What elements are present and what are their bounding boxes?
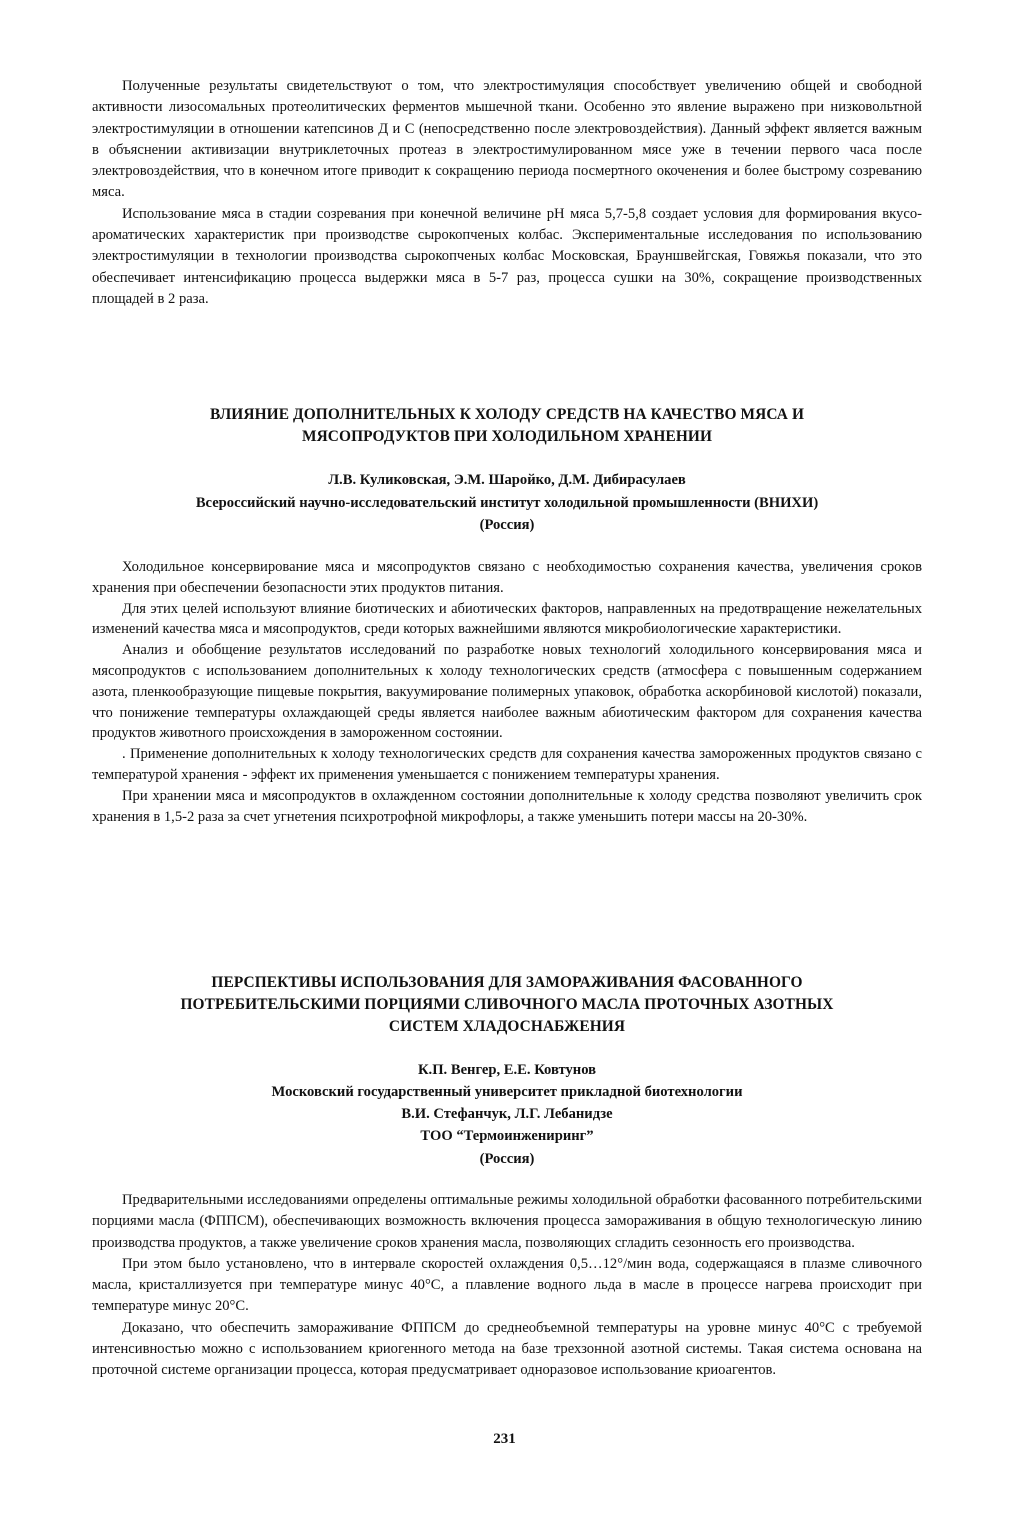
article-institution: Московский государственный университет прикладной биотехнологии	[271, 1084, 743, 1100]
article-authors: В.И. Стефанчук, Л.Г. Лебанидзе	[401, 1106, 613, 1122]
article-title: ПОТРЕБИТЕЛЬСКИМИ ПОРЦИЯМИ СЛИВОЧНОГО МАСЛА ПРОТОЧНЫХ АЗОТНЫХ	[180, 996, 834, 1013]
article-title: ВЛИЯНИЕ ДОПОЛНИТЕЛЬНЫХ К ХОЛОДУ СРЕДСТВ НА КАЧЕСТВО МЯСА И	[209, 406, 805, 423]
paragraph: Полученные результаты свидетельствуют о том, что электростимуляция способствует увеличению общей и свободной активности лизосомальных протеолитических ферментов мышечной ткани. Особенно это явление выражено при низковольтной электростимуляции в отношении катепсинов Д и С (непосредственно после электровоздействия). Данный эффект является важным в объяснении активизации внутриклеточных протеаз в электростимулированном мясе уже в течении первого часа после электровоздействия, что в конечном итоге приводит к сокращению периода посмертного окоченения и более быстрому созреванию мяса.	[92, 78, 922, 201]
paragraph: Для этих целей используют влияние биотических и абиотических факторов, направленных на предотвращение нежелательных изменений качества мяса и мясопродуктов, среди которых важнейшими являются микробиологические характеристики.	[92, 600, 922, 638]
paragraph: При хранении мяса и мясопродуктов в охлажденном состоянии дополнительные к холоду средства позволяют увеличить срок хранения в 1,5-2 раза за счет угнетения психротрофной микрофлоры, а также уменьшить потери массы на 20-30%.	[92, 787, 922, 825]
paragraph: При этом было установлено, что в интервале скоростей охлаждения 0,5…12°/мин вода, содержащаяся в плазме сливочного масла, кристаллизуется при температуре минус 40°С, а плавление водного льда в масле в процессе нагрева происходит при температуре минус 20°С.	[92, 1255, 922, 1315]
paragraph: Анализ и обобщение результатов исследований по разработке новых технологий холодильного консервирования мяса и мясопродуктов с использованием дополнительных к холоду технологических средств (атмосфера с повышенным содержанием азота, пленкообразующие пищевые покрытия, вакуумирование полимерных упаковок, обработка аскорбиновой кислотой) показали, что понижение температуры охлаждающей среды является наиболее важным абиотическим фактором для сохранения качества продуктов животного происхождения в замороженном состоянии.	[92, 642, 922, 742]
article-title: МЯСОПРОДУКТОВ ПРИ ХОЛОДИЛЬНОМ ХРАНЕНИИ	[301, 428, 713, 445]
article-title: ПЕРСПЕКТИВЫ ИСПОЛЬЗОВАНИЯ ДЛЯ ЗАМОРАЖИВАНИЯ ФАСОВАННОГО	[211, 974, 803, 991]
article-body	[92, 1190, 922, 1382]
article-title: СИСТЕМ ХЛАДОСНАБЖЕНИЯ	[388, 1018, 626, 1035]
paragraph: Предварительными исследованиями определены оптимальные режимы холодильной обработки фасованного потребительскими порциями масла (ФППСМ), обеспечивающих возможность включения процесса замораживания в общую технологическую линию производства продуктов, а также увеличение сроков хранения масла, позволяющих сгладить сезонность его производства.	[92, 1192, 922, 1251]
page-number: 231	[493, 1431, 516, 1447]
paragraph: Использование мяса в стадии созревания при конечной величине pH мяса 5,7-5,8 создает условия для формирования вкусо-ароматических характеристик при производстве сырокопченых колбас. Экспериментальные исследования по использованию электростимуляции в технологии производства сырокопченых колбас Московская, Брауншвейгская, Говяжья показали, что это обеспечивает интенсификацию процесса выдержки мяса в 5-7 раз, процесса сушки на 30%, сокращение производственных площадей в 2 раза.	[92, 205, 922, 307]
article-institution: Всероссийский научно-исследовательский институт холодильной промышленности (ВНИХИ)	[195, 495, 819, 511]
article-authors: К.П. Венгер, Е.Е. Ковтунов	[417, 1062, 597, 1078]
paragraph: . Применение дополнительных к холоду технологических средств для сохранения качества замороженных продуктов связано с температурой хранения - эффект их применения уменьшается с понижением температуры хранения.	[92, 746, 922, 783]
intro-section	[92, 76, 922, 310]
article-authors: Л.В. Куликовская, Э.М. Шаройко, Д.М. Дибирасулаев	[328, 472, 686, 488]
article-country: (Россия)	[479, 517, 535, 533]
article-institution: ТОО “Термоинжениринг”	[420, 1128, 594, 1144]
article-body	[92, 557, 922, 827]
paragraph: Холодильное консервирование мяса и мясопродуктов связано с необходимостью сохранения качества, увеличения сроков хранения при обеспечении безопасности этих продуктов питания.	[92, 559, 922, 596]
paragraph: Доказано, что обеспечить замораживание ФППСМ до среднеобъемной температуры на уровне минус 40°С с требуемой интенсивностью можно с использованием криогенного метода на базе трехзонной азотной системы. Такая система основана на проточной системе организации процесса, которая предусматривает одноразовое использование криоагентов.	[92, 1319, 922, 1379]
article-country: (Россия)	[479, 1151, 535, 1167]
